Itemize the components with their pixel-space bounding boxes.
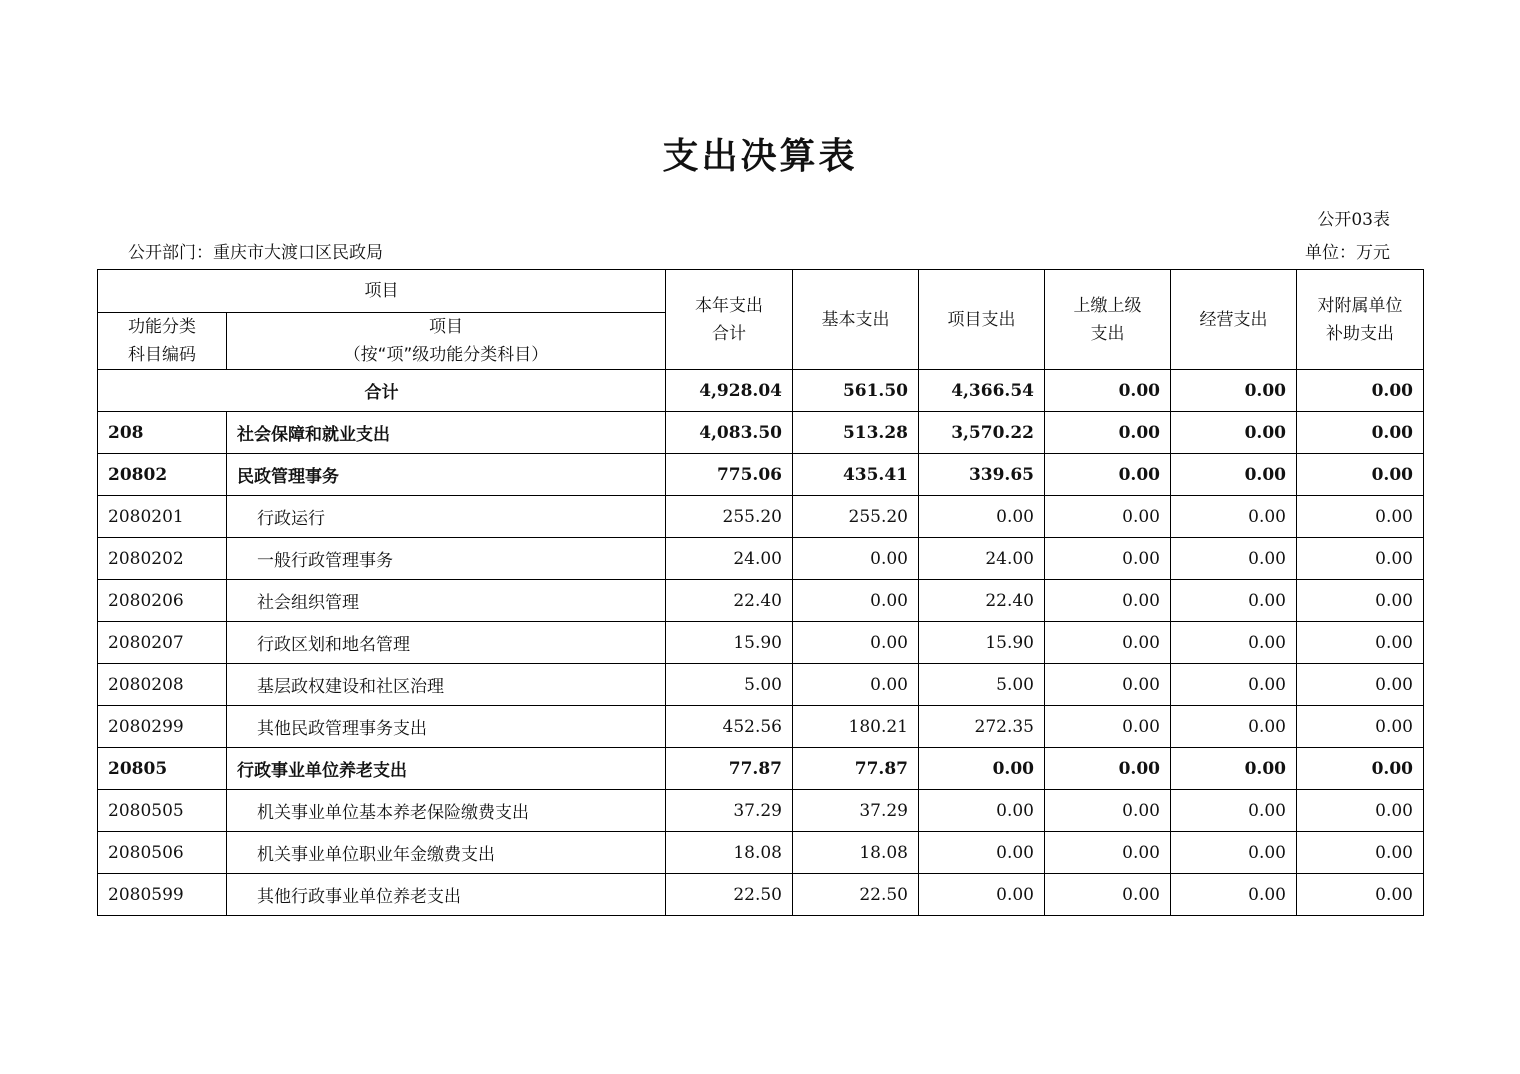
row-value: 0.00 [1045, 706, 1171, 748]
row-value: 37.29 [666, 790, 793, 832]
row-value: 0.00 [919, 832, 1045, 874]
row-value: 0.00 [793, 580, 919, 622]
row-value: 435.41 [793, 454, 919, 496]
form-number: 公开03表 [1317, 210, 1390, 230]
row-value: 180.21 [793, 706, 919, 748]
table-row [98, 412, 1424, 454]
row-value: 0.00 [1297, 538, 1424, 580]
table-row [98, 622, 1424, 664]
table-row [98, 538, 1424, 580]
table-row [98, 706, 1424, 748]
table-body [98, 270, 1424, 916]
row-code: 2080506 [98, 832, 227, 874]
row-value: 0.00 [1045, 622, 1171, 664]
row-value: 0.00 [919, 496, 1045, 538]
row-value: 15.90 [666, 622, 793, 664]
row-code: 208 [98, 412, 227, 454]
row-value: 24.00 [919, 538, 1045, 580]
row-value: 0.00 [1171, 496, 1297, 538]
row-name: 民政管理事务 [227, 454, 666, 496]
row-code: 20805 [98, 748, 227, 790]
row-name: 基层政权建设和社区治理 [227, 664, 666, 706]
department-label: 公开部门：重庆市大渡口区民政局 [128, 243, 383, 263]
row-value: 0.00 [1297, 664, 1424, 706]
row-value: 0.00 [1171, 454, 1297, 496]
row-code: 2080208 [98, 664, 227, 706]
row-value: 0.00 [793, 622, 919, 664]
total-value: 0.00 [1045, 370, 1171, 412]
row-value: 0.00 [1171, 748, 1297, 790]
total-value: 4,928.04 [666, 370, 793, 412]
row-value: 339.65 [919, 454, 1045, 496]
table-row [98, 454, 1424, 496]
row-value: 0.00 [1045, 496, 1171, 538]
header-item: 项目 （按“项”级功能分类科目） [227, 313, 666, 370]
row-value: 0.00 [1045, 412, 1171, 454]
row-value: 0.00 [1045, 748, 1171, 790]
row-code: 2080207 [98, 622, 227, 664]
row-name: 社会保障和就业支出 [227, 412, 666, 454]
header-business: 经营支出 [1171, 270, 1297, 370]
total-label: 合计 [98, 370, 666, 412]
row-value: 5.00 [919, 664, 1045, 706]
row-name: 其他民政管理事务支出 [227, 706, 666, 748]
row-value: 0.00 [1297, 496, 1424, 538]
table-row [98, 748, 1424, 790]
header-group-item: 项目 [98, 270, 666, 313]
row-name: 行政事业单位养老支出 [227, 748, 666, 790]
row-name: 行政运行 [227, 496, 666, 538]
row-value: 255.20 [666, 496, 793, 538]
row-value: 0.00 [1045, 580, 1171, 622]
row-value: 18.08 [666, 832, 793, 874]
row-value: 0.00 [1045, 874, 1171, 916]
row-value: 0.00 [1297, 622, 1424, 664]
row-value: 0.00 [1171, 706, 1297, 748]
row-value: 272.35 [919, 706, 1045, 748]
row-value: 22.50 [666, 874, 793, 916]
row-code: 2080599 [98, 874, 227, 916]
table-row [98, 664, 1424, 706]
row-value: 513.28 [793, 412, 919, 454]
header-project: 项目支出 [919, 270, 1045, 370]
total-value: 0.00 [1297, 370, 1424, 412]
row-code: 2080201 [98, 496, 227, 538]
row-name: 机关事业单位基本养老保险缴费支出 [227, 790, 666, 832]
total-value: 561.50 [793, 370, 919, 412]
row-value: 0.00 [1045, 538, 1171, 580]
row-value: 0.00 [1297, 832, 1424, 874]
row-value: 18.08 [793, 832, 919, 874]
row-code: 2080202 [98, 538, 227, 580]
row-value: 0.00 [1045, 664, 1171, 706]
row-value: 0.00 [1171, 412, 1297, 454]
row-code: 2080505 [98, 790, 227, 832]
total-row [98, 370, 1424, 412]
row-value: 0.00 [1045, 454, 1171, 496]
row-value: 0.00 [1297, 706, 1424, 748]
unit-label: 单位：万元 [1305, 243, 1390, 263]
row-value: 775.06 [666, 454, 793, 496]
total-value: 4,366.54 [919, 370, 1045, 412]
expenditure-table [97, 269, 1424, 916]
row-value: 3,570.22 [919, 412, 1045, 454]
row-value: 15.90 [919, 622, 1045, 664]
row-value: 0.00 [1171, 832, 1297, 874]
row-value: 0.00 [1171, 874, 1297, 916]
row-value: 0.00 [1297, 412, 1424, 454]
row-value: 0.00 [919, 748, 1045, 790]
row-value: 255.20 [793, 496, 919, 538]
row-value: 0.00 [1171, 664, 1297, 706]
table-row [98, 832, 1424, 874]
row-value: 0.00 [919, 874, 1045, 916]
table-row [98, 874, 1424, 916]
row-value: 24.00 [666, 538, 793, 580]
header-code: 功能分类 科目编码 [98, 313, 227, 370]
header-total: 本年支出 合计 [666, 270, 793, 370]
row-value: 77.87 [666, 748, 793, 790]
row-code: 20802 [98, 454, 227, 496]
header-subsidy: 对附属单位 补助支出 [1297, 270, 1424, 370]
page-title: 支出决算表 [662, 136, 858, 177]
total-value: 0.00 [1171, 370, 1297, 412]
row-value: 22.40 [666, 580, 793, 622]
row-value: 37.29 [793, 790, 919, 832]
row-value: 452.56 [666, 706, 793, 748]
header-upper: 上缴上级 支出 [1045, 270, 1171, 370]
header-basic: 基本支出 [793, 270, 919, 370]
row-value: 4,083.50 [666, 412, 793, 454]
row-value: 0.00 [1297, 748, 1424, 790]
row-value: 0.00 [1171, 790, 1297, 832]
row-code: 2080206 [98, 580, 227, 622]
row-name: 社会组织管理 [227, 580, 666, 622]
header-row [98, 270, 1424, 313]
row-value: 0.00 [1045, 832, 1171, 874]
row-value: 0.00 [1297, 874, 1424, 916]
row-value: 5.00 [666, 664, 793, 706]
row-value: 0.00 [1297, 580, 1424, 622]
row-value: 77.87 [793, 748, 919, 790]
row-value: 0.00 [1171, 622, 1297, 664]
row-name: 其他行政事业单位养老支出 [227, 874, 666, 916]
row-value: 0.00 [1171, 580, 1297, 622]
row-name: 一般行政管理事务 [227, 538, 666, 580]
row-value: 0.00 [1297, 790, 1424, 832]
row-value: 0.00 [793, 664, 919, 706]
row-value: 0.00 [1171, 538, 1297, 580]
row-value: 0.00 [1045, 790, 1171, 832]
row-code: 2080299 [98, 706, 227, 748]
row-value: 22.40 [919, 580, 1045, 622]
table-row [98, 496, 1424, 538]
row-value: 22.50 [793, 874, 919, 916]
table-row [98, 580, 1424, 622]
row-value: 0.00 [1297, 454, 1424, 496]
row-value: 0.00 [793, 538, 919, 580]
row-name: 机关事业单位职业年金缴费支出 [227, 832, 666, 874]
row-value: 0.00 [919, 790, 1045, 832]
table-row [98, 790, 1424, 832]
row-name: 行政区划和地名管理 [227, 622, 666, 664]
